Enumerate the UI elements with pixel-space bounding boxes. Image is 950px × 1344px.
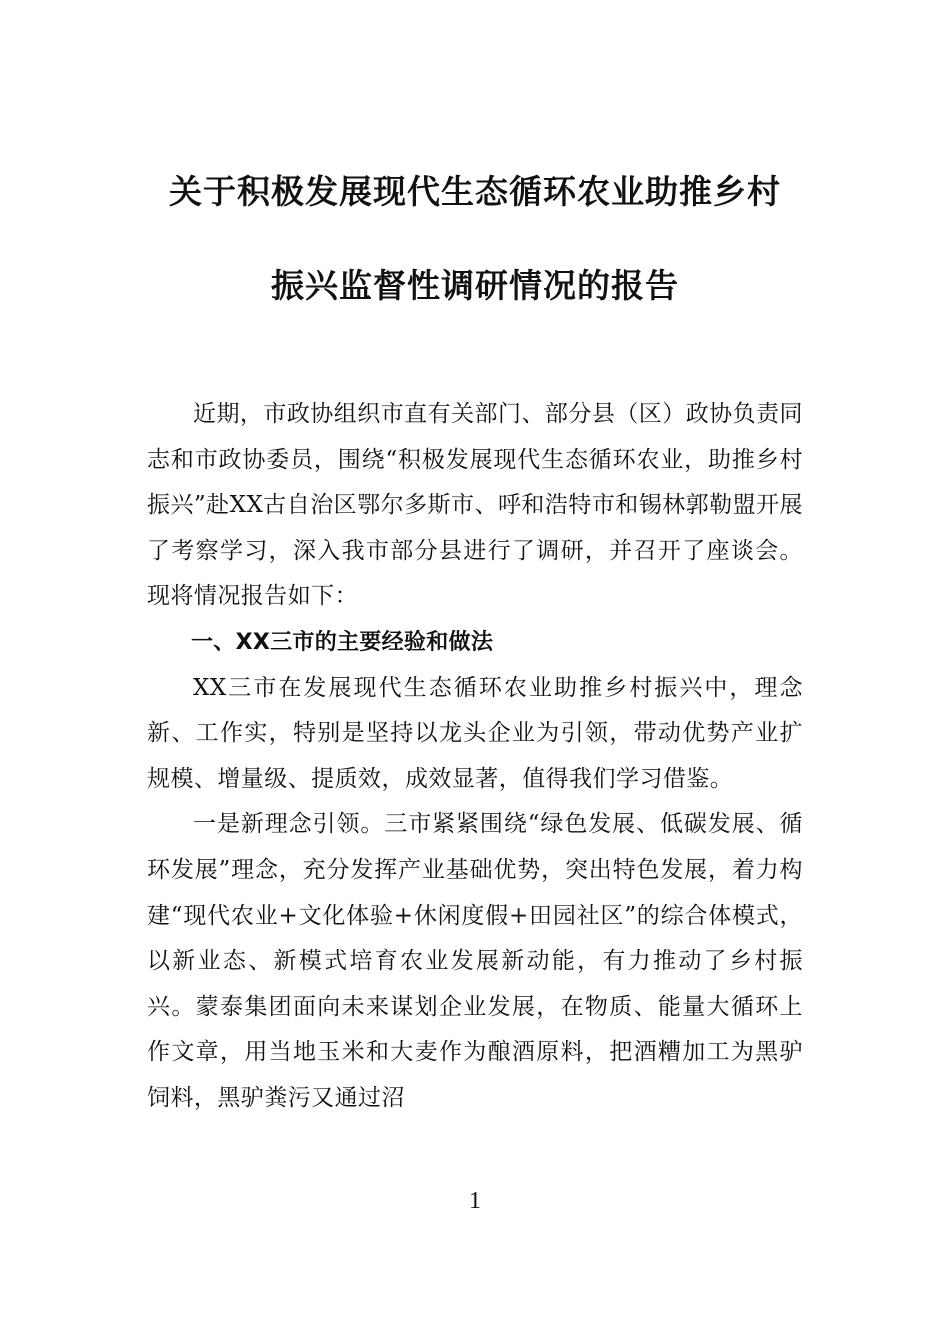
page-number: 1 bbox=[469, 1188, 481, 1214]
paragraph-experience: XX三市在发展现代生态循环农业助推乡村振兴中，理念新、工作实，特别是坚持以龙头企业为引领，带动优势产业扩规模、增量级、提质效，成效显著，值得我们学习借鉴。 bbox=[147, 674, 803, 792]
report-title-line-1: 关于积极发展现代生态循环农业助推乡村 bbox=[169, 172, 781, 211]
report-body bbox=[147, 392, 803, 1122]
intro-paragraph: 近期，市政协组织市直有关部门、部分县（区）政协负责同志和市政协委员，围绕“积极发展现代生态循环农业，助推乡村振兴”赴XX古自治区鄂尔多斯市、呼和浩特市和锡林郭勒盟开展了考察学习，深入我市部分县进行了调研，并召开了座谈会。现将情况报告如下： bbox=[147, 401, 803, 610]
section-heading-1: 一、XX三市的主要经验和做法 bbox=[191, 629, 494, 655]
report-title-line-2: 振兴监督性调研情况的报告 bbox=[271, 266, 679, 305]
paragraph-new-concept: 一是新理念引领。三市紧紧围绕“绿色发展、低碳发展、循环发展”理念，充分发挥产业基础优势，突出特色发展，着力构建“现代农业+文化体验+休闲度假+田园社区”的综合体模式，以新业态、新模式培育农业发展新动能，有力推动了乡村振兴。蒙泰集团面向未来谋划企业发展，在物质、能量大循环上作文章，用当地玉米和大麦作为酿酒原料，把酒糟加工为黑驴饲料，黑驴粪污又通过沼 bbox=[147, 811, 803, 1111]
